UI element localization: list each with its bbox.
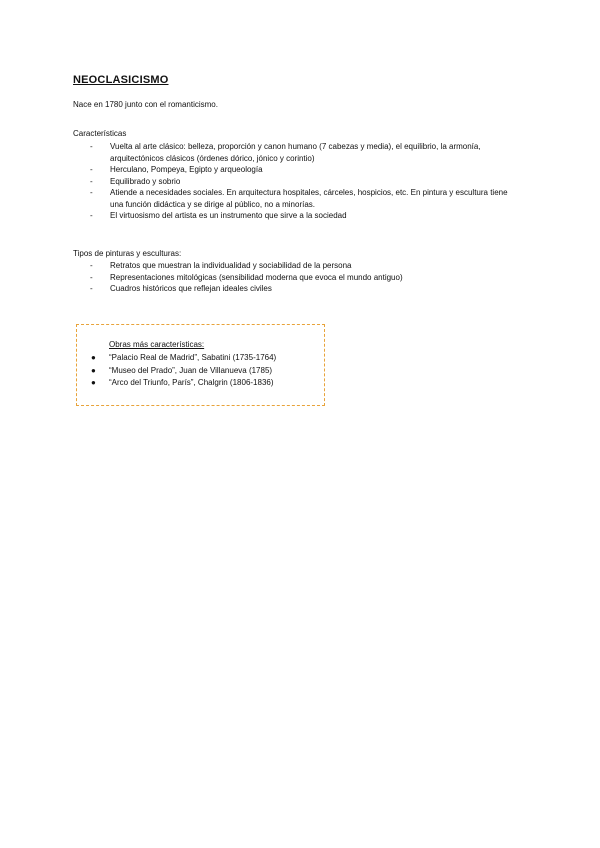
list-item: - Cuadros históricos que reflejan ideales civiles: [90, 284, 272, 293]
list-item: ● “Arco del Triunfo, París”, Chalgrin (1806-1836): [85, 377, 276, 390]
obras-box: [76, 324, 325, 406]
list-item: - Vuelta al arte clásico: belleza, proporción y canon humano (7 cabezas y media), el equilibrio, la armonía, arquitectónicos clásicos (órdenes dórico, jónico y corintio): [90, 142, 481, 163]
page-title: NEOCLASICISMO: [73, 74, 169, 86]
bullet-icon: ●: [91, 365, 96, 375]
list-item: ● “Palacio Real de Madrid”, Sabatini (1735-1764): [85, 352, 276, 365]
bullet-icon: ●: [91, 353, 96, 362]
list-item: - Equilibrado y sobrio: [90, 176, 181, 186]
list-item: - Representaciones mitológicas (sensibilidad moderna que evoca el mundo antiguo): [90, 272, 403, 282]
obras-heading: Obras más características:: [109, 340, 205, 349]
tipos-heading: Tipos de pinturas y esculturas:: [73, 249, 182, 258]
tipos-list: [73, 260, 513, 295]
list-item: - Herculano, Pompeya, Egipto y arqueología: [90, 165, 263, 174]
obras-list: [85, 352, 276, 390]
bullet-icon: ●: [91, 378, 96, 387]
list-item: - Retratos que muestran la individualidad y sociabilidad de la persona: [90, 261, 352, 270]
list-item: ● “Museo del Prado”, Juan de Villanueva (1785): [85, 365, 276, 378]
list-item: - Atiende a necesidades sociales. En arquitectura hospitales, cárceles, hospicios, etc. En pintura y escultura tiene una función didáctica y se dirige al público, no a minorías.: [90, 188, 508, 209]
caracteristicas-list: [73, 141, 513, 222]
caracteristicas-heading: Características: [73, 129, 127, 138]
list-item: - El virtuosismo del artista es un instrumento que sirve a la sociedad: [90, 211, 347, 220]
intro-text: Nace en 1780 junto con el romanticismo.: [73, 100, 218, 109]
